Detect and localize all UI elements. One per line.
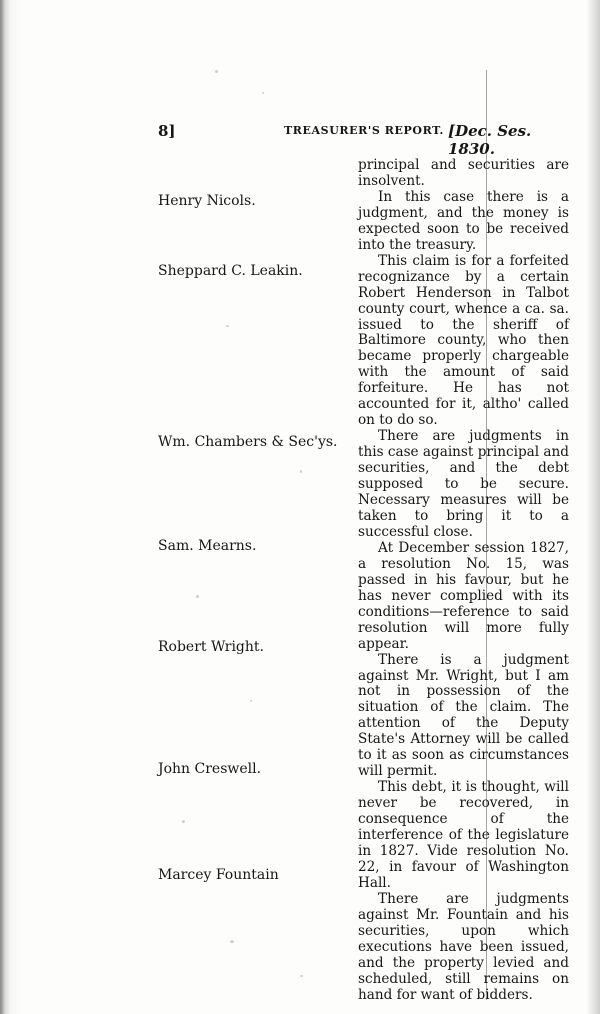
- page-number: 8]: [158, 122, 176, 140]
- entry-text-leakin: This claim is for a forfeited recognizance by a certain Robert Henderson in Talbot county court, whence a ca. sa. issued to the sheriff of Baltimore county, who then became properly chargeable with the amount of said forfeiture. He has not accounted for it, altho' called on to do so.: [358, 252, 569, 429]
- continuation-paragraph: principal and securities are insolvent.: [358, 157, 569, 189]
- scan-speck: [230, 940, 234, 943]
- scan-speck: [215, 70, 218, 73]
- scan-speck: [182, 820, 185, 823]
- scan-speck: [300, 470, 302, 473]
- entry-name-wright: Robert Wright.: [158, 639, 264, 655]
- session-label: [Dec. Ses. 1830.: [448, 122, 532, 158]
- entry-text-wright: There is a judgment against Mr. Wright, but I am not in possession of the situation of the claim. The attention of the Deputy State's Attorney will be called to it as soon as circumstances will permit.: [358, 651, 569, 780]
- page-right-edge: [586, 0, 600, 1014]
- entry-text-chambers: There are judgments in this case against principal and securities, and the debt supposed to be secure. Necessary measures will be taken to bring it to a successful close.: [358, 428, 569, 540]
- text-column: [358, 158, 569, 1004]
- scan-speck: [226, 325, 229, 327]
- name-column: [158, 0, 358, 1014]
- entry-name-nicols: Henry Nicols.: [158, 193, 256, 209]
- entry-text-nicols: In this case there is a judgment, and the money is expected soon to be received into the treasury.: [358, 188, 569, 253]
- scan-speck: [300, 975, 303, 977]
- entry-name-chambers: Wm. Chambers & Sec'ys.: [158, 434, 338, 450]
- scan-speck: [196, 595, 199, 598]
- entry-name-mearns: Sam. Mearns.: [158, 538, 257, 554]
- entry-name-creswell: John Creswell.: [158, 761, 262, 777]
- page-binding-edge: [0, 0, 22, 1014]
- entry-text-fountain: There are judgments against Mr. Fountain and his securities, upon which executions have been issued, and the property levied and scheduled, still remains on hand for want of bidders.: [358, 890, 569, 1003]
- scan-speck: [250, 700, 252, 702]
- entry-text-creswell: This debt, it is thought, will never be recovered, in consequence of the interference of the legislature in 1827. Vide resolution No. 22, in favour of Washington Hall.: [358, 779, 569, 891]
- running-title: TREASURER'S REPORT.: [284, 124, 444, 137]
- scan-speck: [262, 92, 264, 94]
- entry-name-leakin: Sheppard C. Leakin.: [158, 263, 303, 279]
- entry-name-fountain: Marcey Fountain: [158, 867, 279, 883]
- entry-text-mearns: At December session 1827, a resolution No. 15, was passed in his favour, but he has never complied with its conditions—reference to said resolution will more fully appear.: [358, 539, 569, 652]
